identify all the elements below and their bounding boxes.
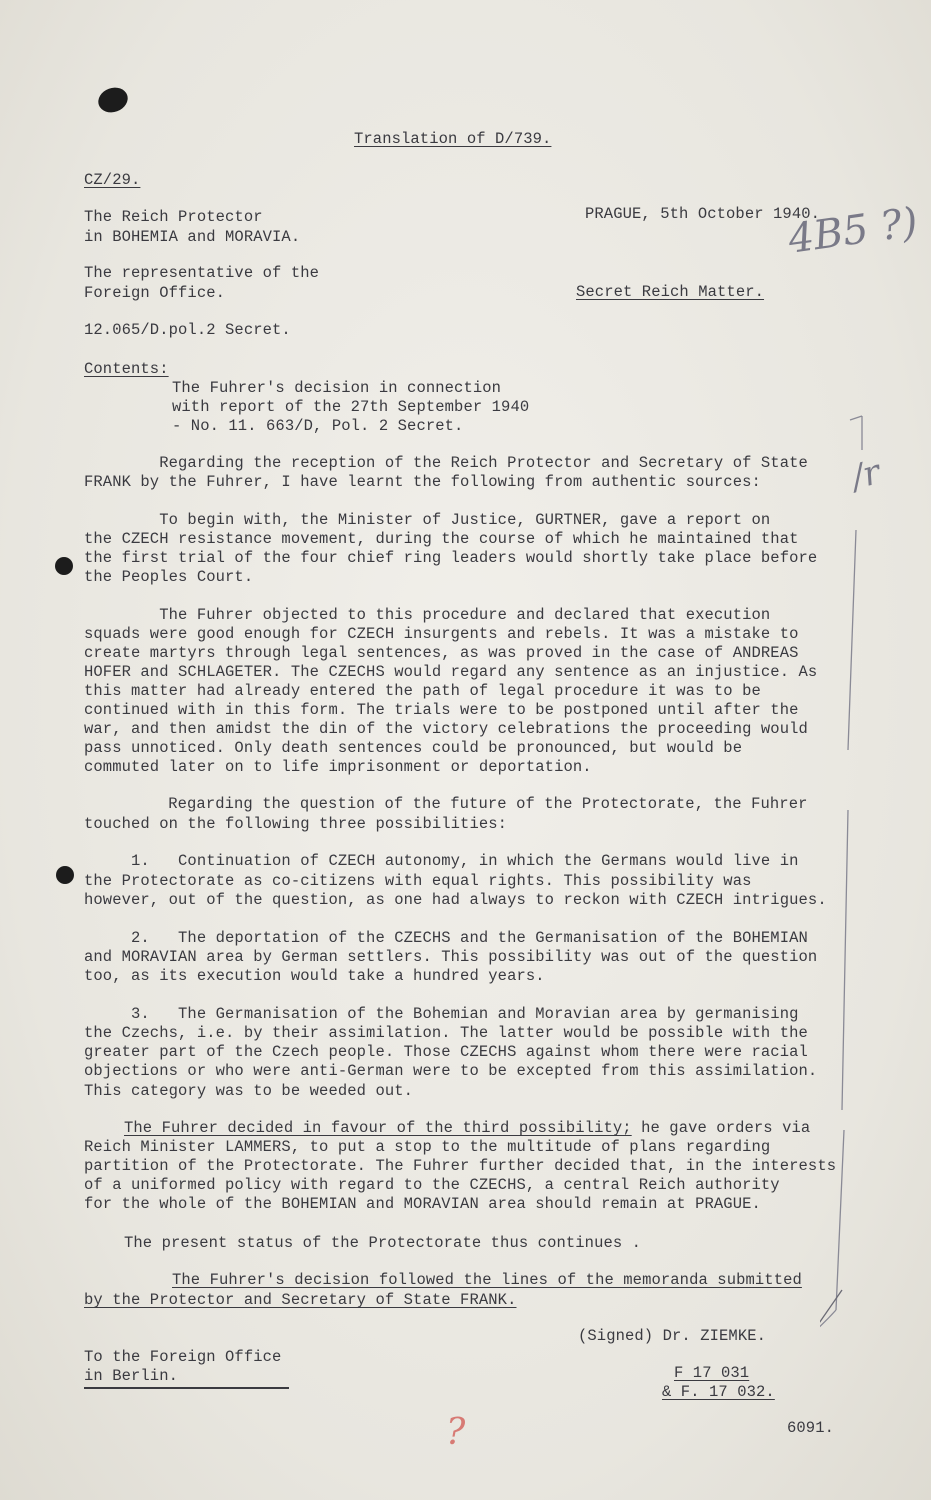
body-line: pass unnoticed. Only death sentences could be pronounced, but would be	[84, 739, 743, 757]
reference-code: CZ/29.	[84, 171, 141, 189]
handwritten-annotation-margin: /r	[847, 452, 885, 498]
recipient-line-1: To the Foreign Office	[84, 1348, 282, 1366]
margin-bracket-line	[820, 410, 910, 1370]
contents-line: - No. 11. 663/D, Pol. 2 Secret.	[172, 417, 464, 435]
translation-title: Translation of D/739.	[354, 130, 552, 148]
body-line: 3. The Germanisation of the Bohemian and Moravian area by germanising	[84, 1005, 799, 1023]
ink-blot	[56, 866, 74, 884]
body-line: this matter had already entered the path of legal procedure it was to be	[84, 682, 761, 700]
body-line: Regarding the reception of the Reich Protector and Secretary of State	[84, 454, 808, 472]
body-line: HOFER and SCHLAGETER. The CZECHS would regard any sentence as an injustice. As	[84, 663, 818, 681]
body-line: the Peoples Court.	[84, 568, 254, 586]
body-line: by the Protector and Secretary of State FRANK.	[84, 1291, 517, 1309]
contents-line: The Fuhrer's decision in connection	[172, 379, 502, 397]
body-line: the CZECH resistance movement, during the course of which he maintained that	[84, 530, 799, 548]
body-line: the Czechs, i.e. by their assimilation. The latter would be possible with the	[84, 1024, 808, 1042]
classification-label: Secret Reich Matter.	[576, 283, 765, 301]
body-line: and MORAVIAN area by German settlers. This possibility was out of the question	[84, 948, 818, 966]
decision-line	[124, 1119, 810, 1138]
handwritten-annotation-top: 4B5 ?)	[785, 199, 921, 263]
body-line: The present status of the Protectorate thus continues .	[124, 1234, 642, 1252]
sender-line-1: The Reich Protector	[84, 208, 263, 226]
body-line: partition of the Protectorate. The Fuhrer further decided that, in the interests	[84, 1157, 837, 1175]
body-line: The Fuhrer objected to this procedure and declared that execution	[84, 606, 771, 624]
handwritten-mark-bottom: ?	[446, 1412, 466, 1453]
body-line: continued with in this form. The trials were to be postponed until after the	[84, 701, 799, 719]
place-date: PRAGUE, 5th October 1940.	[585, 205, 821, 223]
body-line: The Fuhrer's decision followed the lines of the memoranda submitted	[172, 1271, 802, 1289]
body-line: 1. Continuation of CZECH autonomy, in which the Germans would live in	[84, 852, 799, 870]
signature: (Signed) Dr. ZIEMKE.	[578, 1327, 767, 1345]
body-line: squads were good enough for CZECH insurgents and rebels. It was a mistake to	[84, 625, 799, 643]
body-line: Reich Minister LAMMERS, to put a stop to the multitude of plans regarding	[84, 1138, 771, 1156]
body-line: FRANK by the Fuhrer, I have learnt the following from authentic sources:	[84, 473, 761, 491]
body-line: however, out of the question, as one had always to reckon with CZECH intrigues.	[84, 891, 827, 909]
decision-rest: he gave orders via	[631, 1119, 811, 1137]
body-line: touched on the following three possibilities:	[84, 815, 508, 833]
body-line: commuted later on to life imprisonment or deportation.	[84, 758, 592, 776]
body-line: war, and then amidst the din of the victory celebrations the proceeding would	[84, 720, 808, 738]
body-line: objections or who were anti-German were to be excepted from this assimilation.	[84, 1062, 818, 1080]
page-number: 6091.	[787, 1419, 835, 1437]
body-line: the Protectorate as co-citizens with equal rights. This possibility was	[84, 872, 752, 890]
body-line: create martyrs through legal sentences, as was proved in the case of ANDREAS	[84, 644, 799, 662]
decision-underlined: The Fuhrer decided in favour of the third possibility;	[124, 1119, 632, 1137]
ink-blot	[95, 84, 131, 117]
contents-label: Contents:	[84, 360, 169, 378]
body-line: To begin with, the Minister of Justice, GURTNER, gave a report on	[84, 511, 771, 529]
recipient-line-2: in Berlin.	[84, 1367, 179, 1385]
representative-line-1: The representative of the	[84, 264, 320, 282]
ink-blot	[55, 557, 73, 575]
body-line: This category was to be weeded out.	[84, 1082, 414, 1100]
body-line: for the whole of the BOHEMIAN and MORAVIAN area should remain at PRAGUE.	[84, 1195, 761, 1213]
file-number: 12.065/D.pol.2 Secret.	[84, 321, 291, 339]
body-line: 2. The deportation of the CZECHS and the Germanisation of the BOHEMIAN	[84, 929, 808, 947]
document-ref-2: & F. 17 032.	[662, 1383, 775, 1401]
representative-line-2: Foreign Office.	[84, 284, 226, 302]
body-line: too, as its execution would take a hundred years.	[84, 967, 545, 985]
contents-line: with report of the 27th September 1940	[172, 398, 530, 416]
recipient-underline	[84, 1387, 289, 1389]
body-line: Regarding the question of the future of the Protectorate, the Fuhrer	[93, 795, 808, 813]
body-line: greater part of the Czech people. Those CZECHS against whom there were racial	[84, 1043, 808, 1061]
body-line: of a uniformed policy with regard to the CZECHS, a central Reich authority	[84, 1176, 780, 1194]
sender-line-2: in BOHEMIA and MORAVIA.	[84, 228, 301, 246]
document-ref-1: F 17 031	[674, 1364, 750, 1382]
body-line: the first trial of the four chief ring leaders would shortly take place before	[84, 549, 818, 567]
